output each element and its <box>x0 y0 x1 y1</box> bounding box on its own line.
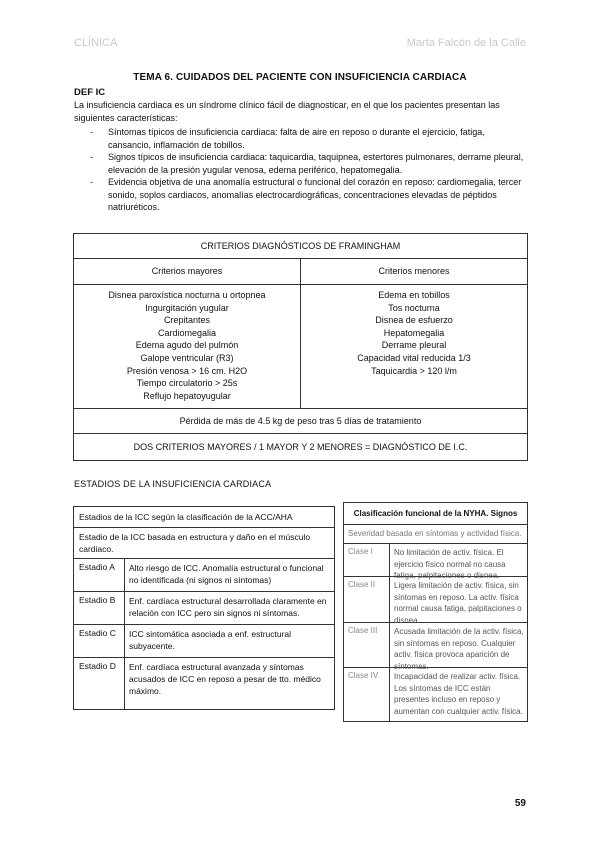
stage-text: Enf. cardíaca estructural avanzada y síntomas acusados de ICC en reposo a pesar de tto. médico máximo. <box>129 662 321 696</box>
framingham-column-headers <box>74 259 527 285</box>
list-item: - Signos típicos de insuficiencia cardiaca: taquicardia, taquipnea, estertores pulmonares, derrame pleural, elevación de la presión yugular venosa, edema periférico, hepatomegalia. <box>74 151 530 176</box>
list-item: - Evidencia objetiva de una anomalía estructural o funcional del corazón en reposo: cardiomegalia, tercer sonido, soplos cardiacos, anomalías electrocardiográficas, concentraciones elevadas de péptidos natriuréticos. <box>74 176 530 214</box>
class-label: Clase I <box>344 544 390 576</box>
definition-intro: La insuficiencia cardiaca es un síndrome clínico fácil de diagnosticar, en el que los pacientes presentan las siguientes características: <box>74 100 500 123</box>
class-text: Acusada limitación de la activ. física, sin síntomas en reposo. Cualquier activ. física provoca aparición de síntomas. <box>394 627 524 671</box>
list-item: Tos nocturna <box>388 302 440 313</box>
list-item: Ingurgitación yugular <box>145 302 229 313</box>
running-header-section: CLÍNICA <box>74 37 118 49</box>
acc-aha-description: Estadio de la ICC basada en estructura y daño en el músculo cardiaco. <box>74 528 334 559</box>
list-item: Tiempo circulatorio > 25s <box>136 378 238 389</box>
table-row <box>344 623 527 671</box>
list-item: Edema en tobillos <box>378 290 450 300</box>
weight-criterion: Pérdida de más de 4.5 kg de peso tras 5 días de tratamiento <box>74 409 527 434</box>
stage-label: Estadio C <box>74 625 125 657</box>
stage-label: Estadio B <box>74 592 125 624</box>
class-label: Clase II <box>344 577 390 622</box>
stage-label: Estadio A <box>74 559 125 591</box>
list-item: Cardiomegalia <box>157 327 217 338</box>
running-header-author: Marta Falcón de la Calle <box>406 37 526 49</box>
nyha-table <box>343 502 528 722</box>
framingham-table <box>73 233 528 461</box>
stage-label: Estadio D <box>74 658 125 709</box>
acc-aha-title: Estadios de la ICC según la clasificación de la ACC/AHA <box>74 507 334 528</box>
stage-text: Enf. cardíaca estructural desarrollada claramente en relación con ICC pero sin signos ni síntomas. <box>129 596 327 618</box>
diagnosis-rule: DOS CRITERIOS MAYORES / 1 MAYOR Y 2 MENORES = DIAGNÓSTICO DE I.C. <box>133 442 468 452</box>
class-text: Incapacidad de realizar activ. física. Los síntomas de ICC están presentes incluso en reposo y aumentan con cualquier activ. física. <box>394 672 523 716</box>
list-item: Presión venosa > 16 cm. H2O <box>126 365 248 376</box>
list-item: Galope ventricular (R3) <box>140 352 234 363</box>
list-item: Disnea de esfuerzo <box>375 315 453 326</box>
class-text: Ligera limitación de activ. física, sin síntomas en reposo. La activ. física normal causa fatiga, palpitaciones o disnea. <box>394 581 522 625</box>
section-heading-estadios: ESTADIOS DE LA INSUFICIENCIA CARDIACA <box>74 479 272 489</box>
list-item: Reflujo hepatoyugular <box>143 390 231 401</box>
page-number: 59 <box>514 798 526 809</box>
major-criteria-list <box>74 285 301 408</box>
minor-criteria-list <box>301 285 527 408</box>
characteristics-list <box>74 126 530 214</box>
list-item: Hepatomegalia <box>383 327 445 338</box>
table-row <box>344 577 527 623</box>
framingham-title: CRITERIOS DIAGNÓSTICOS DE FRAMINGHAM <box>74 234 527 259</box>
stage-text: Alto riesgo de ICC. Anomalía estructural o funcional no identificada (ni signos ni síntomas) <box>129 563 324 585</box>
minor-criteria-header: Criterios menores <box>378 266 450 276</box>
list-item: Taquicardia > 120 l/m <box>371 365 457 376</box>
definition-label: DEF IC <box>74 87 106 98</box>
table-row <box>74 592 334 625</box>
table-row <box>74 559 334 592</box>
class-label: Clase IV <box>344 668 390 721</box>
list-item: Disnea paroxística nocturna u ortopnea <box>108 290 266 300</box>
class-label: Clase III <box>344 623 390 667</box>
table-row <box>74 625 334 658</box>
table-row <box>344 544 527 580</box>
stage-text: ICC sintomática asociada a enf. estructural subyacente. <box>129 629 292 651</box>
list-item: Derrame pleural <box>381 340 447 351</box>
page-title: TEMA 6. CUIDADOS DEL PACIENTE CON INSUFICIENCIA CARDIACA <box>133 72 467 83</box>
major-criteria-header: Criterios mayores <box>74 259 301 284</box>
table-row <box>344 668 527 721</box>
nyha-description: Severidad basada en síntomas y actividad física. <box>344 525 527 544</box>
acc-aha-table <box>73 506 335 710</box>
list-item: Capacidad vital reducida 1/3 <box>357 352 471 363</box>
framingham-criteria-lists <box>74 285 527 409</box>
class-text: No limitación de activ. física. El ejercicio físico normal no causa fatiga, palpitaciones o disnea. <box>394 548 506 580</box>
list-item: - Síntomas típicos de insuficiencia cardiaca: falta de aire en reposo o durante el ejercicio, fatiga, cansancio, inflamación de tobillos. <box>74 126 530 151</box>
list-item: Crepitantes <box>163 315 211 326</box>
nyha-title: Clasificación funcional de la NYHA. Signos <box>344 503 527 525</box>
list-item: Edema agudo del pulmón <box>135 340 239 351</box>
table-row <box>74 658 334 709</box>
